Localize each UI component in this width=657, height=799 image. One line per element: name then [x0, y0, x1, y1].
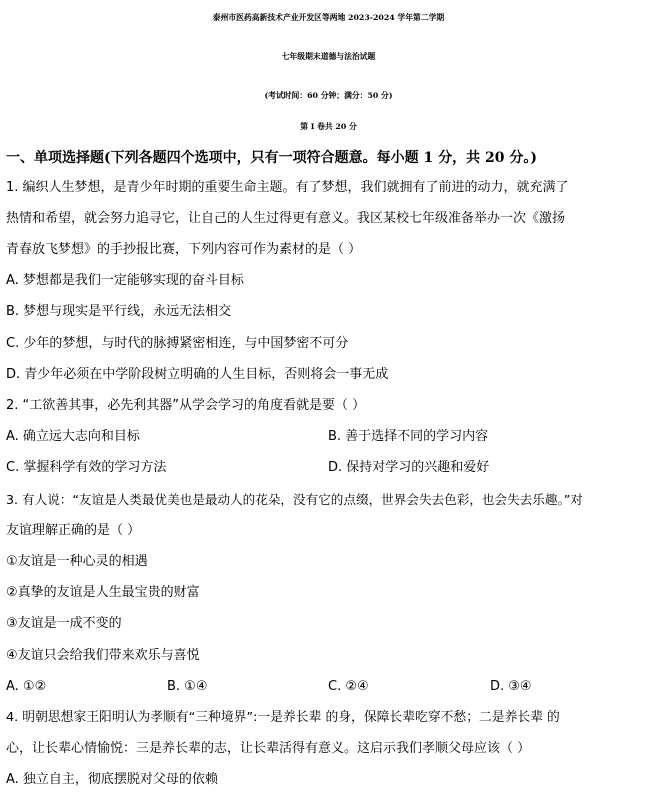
q3-item-1: ①友谊是一种心灵的相遇	[6, 554, 148, 569]
q3-stem-line2: 友谊理解正确的是（ ）	[6, 523, 141, 538]
q3-option-c: C. ②④	[328, 679, 369, 694]
q1-option-c: C. 少年的梦想，与时代的脉搏紧密相连，与中国梦密不可分	[6, 336, 349, 351]
q4-stem-line2: 心，让长辈心情愉悦：三是养长辈的志，让长辈活得有意义。这启示我们孝顺父母应该（ ）	[6, 741, 531, 756]
q1-option-d: D. 青少年必须在中学阶段树立明确的人生目标，否则将会一事无成	[6, 367, 389, 382]
exam-title-line2: 七年级期末道德与法治试题	[281, 52, 376, 61]
q3-item-2: ②真挚的友谊是人生最宝贵的财富	[6, 585, 200, 600]
exam-info: (考试时间：60 分钟；满分：50 分)	[264, 91, 393, 100]
q3-item-4: ④友谊只会给我们带来欢乐与喜悦	[6, 648, 200, 663]
q3-stem-line1: 3. 有人说：“友谊是人类最优美也是最动人的花朵，没有它的点缀，世界会失去色彩，也会失去乐趣。”对	[6, 492, 583, 507]
q3-option-b: B. ①④	[167, 679, 208, 694]
q2-stem: 2. “工欲善其事，必先利其器”从学会学习的角度看就是要（ ）	[6, 398, 366, 413]
q2-option-c: C. 掌握科学有效的学习方法	[6, 460, 167, 475]
q4-stem-line1: 4. 明朝思想家王阳明认为孝顺有“三种境界”:一是养长辈 的身，保障长辈吃穿不愁；二是养长辈 的	[6, 710, 560, 725]
q1-option-a: A. 梦想都是我们一定能够实现的奋斗目标	[6, 273, 244, 288]
q3-option-a: A. ①②	[6, 679, 47, 694]
q1-stem-line2: 热情和希望，就会努力追寻它，让自己的人生过得更有意义。我区某校七年级准备举办一次《激扬	[6, 211, 566, 226]
q1-option-b: B. 梦想与现实是平行线，永远无法相交	[6, 304, 232, 319]
q1-stem-line1: 1. 编织人生梦想，是青少年时期的重要生命主题。有了梦想，我们就拥有了前进的动力，就充满了	[6, 180, 569, 195]
q3-option-d: D. ③④	[490, 679, 532, 694]
q2-option-a: A. 确立远大志向和目标	[6, 429, 140, 444]
q4-option-a: A. 独立自主，彻底摆脱对父母的依赖	[6, 772, 218, 787]
exam-title-line1: 泰州市医药高新技术产业开发区等两地 2023-2024 学年第二学期	[212, 13, 445, 22]
part-title: 第 I 卷共 20 分	[300, 122, 357, 131]
q2-option-d: D. 保持对学习的兴趣和爱好	[328, 460, 490, 475]
q2-option-b: B. 善于选择不同的学习内容	[328, 429, 489, 444]
section-heading: 一、单项选择题(下列各题四个选项中，只有一项符合题意。每小题 1 分，共 20 分。)	[6, 150, 537, 166]
q3-item-3: ③友谊是一成不变的	[6, 616, 122, 631]
q1-stem-line3: 青春放飞梦想》的手抄报比赛，下列内容可作为素材的是（ ）	[6, 242, 362, 257]
